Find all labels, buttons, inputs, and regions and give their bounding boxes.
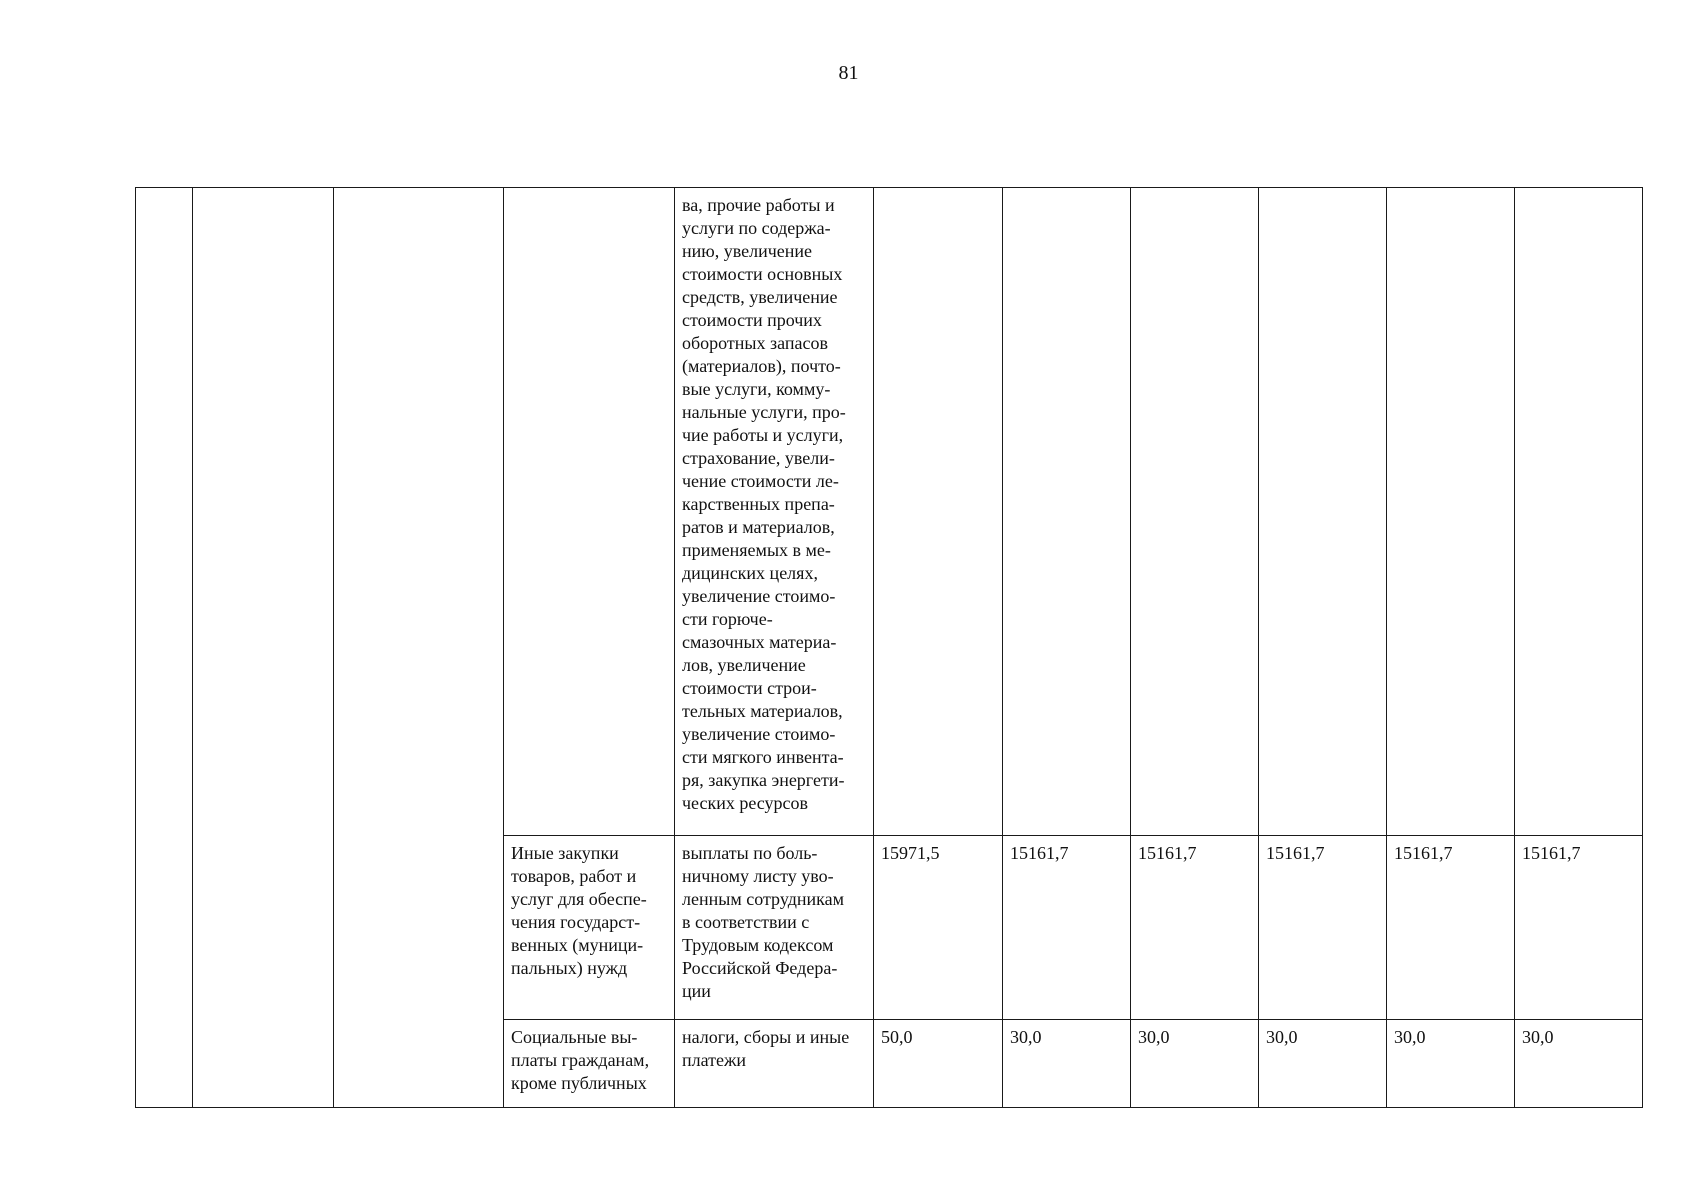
cell-value — [1003, 188, 1131, 836]
cell-expense-type — [504, 188, 675, 836]
cell-value: 30,0 — [1259, 1020, 1387, 1108]
cell-description: налоги, сборы и иные платежи — [675, 1020, 874, 1108]
cell-description: ва, прочие работы и услуги по содержа- нию, увеличение стоимости основных средств, увеличение стоимости прочих оборотных запасов (материалов), почто- вые услуги, комму- нальные услуги, про- чие работы и услуги, страхование, увели- чение стоимости ле- карственных препа- ратов и материалов, применяемых в ме- дицинских целях, увеличение стоимо- сти горюче- смазочных материа- лов, увеличение стоимости строи- тельных материалов, увеличение стоимо- сти мягкого инвента- ря, закупка энергети- ческих ресурсов — [675, 188, 874, 836]
cell-number — [136, 188, 193, 1108]
cell-value — [1515, 188, 1643, 836]
cell-value: 15161,7 — [1387, 836, 1515, 1020]
cell-value — [1259, 188, 1387, 836]
cell-value: 15161,7 — [1259, 836, 1387, 1020]
cell-value — [874, 188, 1003, 836]
cell-value: 15161,7 — [1003, 836, 1131, 1020]
cell-value: 30,0 — [1515, 1020, 1643, 1108]
cell-value — [1131, 188, 1259, 836]
cell-expense-type: Социальные вы- платы гражданам, кроме публичных — [504, 1020, 675, 1108]
cell-value: 30,0 — [1003, 1020, 1131, 1108]
cell-value: 15971,5 — [874, 836, 1003, 1020]
cell-value: 30,0 — [1387, 1020, 1515, 1108]
cell-program — [193, 188, 334, 1108]
cell-value: 50,0 — [874, 1020, 1003, 1108]
table-row-continued — [136, 188, 1643, 836]
cell-executor — [334, 188, 504, 1108]
page-number: 81 — [838, 62, 859, 84]
cell-value: 15161,7 — [1515, 836, 1643, 1020]
budget-table — [135, 187, 1643, 1108]
cell-expense-type: Иные закупки товаров, работ и услуг для обеспе- чения государст- венных (муници- пальных) нужд — [504, 836, 675, 1020]
cell-value: 30,0 — [1131, 1020, 1259, 1108]
cell-value: 15161,7 — [1131, 836, 1259, 1020]
cell-description: выплаты по боль- ничному листу уво- ленным сотрудникам в соответствии с Трудовым кодексом Российской Федера- ции — [675, 836, 874, 1020]
cell-value — [1387, 188, 1515, 836]
